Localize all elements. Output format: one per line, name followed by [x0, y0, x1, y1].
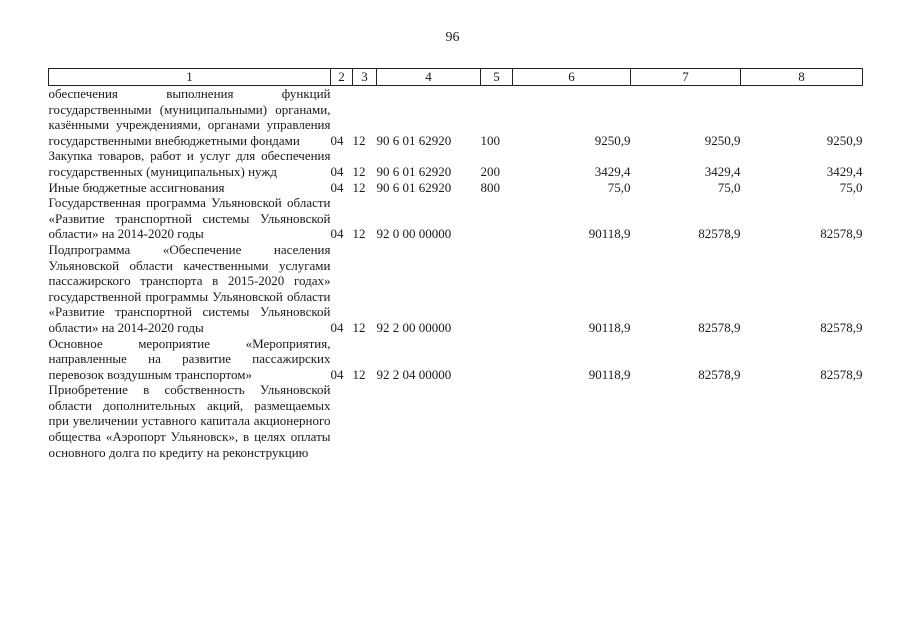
- table-row: [49, 148, 863, 179]
- section-code: 04: [330, 179, 344, 195]
- amount-col8: 82578,9: [820, 366, 863, 382]
- column-header: 2: [331, 69, 353, 86]
- target-article-code: 92 0 00 00000: [376, 226, 452, 242]
- amount-col7: [631, 382, 741, 460]
- amount-col7: 82578,9: [698, 366, 741, 382]
- amount-col8: 3429,4: [826, 163, 863, 179]
- subsection-code: 12: [352, 132, 366, 148]
- expense-type-code: 200: [480, 163, 500, 179]
- table-row: [49, 382, 863, 460]
- expense-type-code: [481, 382, 513, 460]
- section-code: [331, 382, 353, 460]
- row-name: Основное мероприятие «Мероприятия, направленные на развитие пассажирских перевозок воздушным транспортом»: [48, 335, 331, 382]
- expense-type-code: 100: [480, 132, 500, 148]
- subsection-code: 12: [352, 163, 366, 179]
- target-article-code: [377, 382, 481, 460]
- amount-col7: 82578,9: [698, 319, 741, 335]
- table-row: [49, 195, 863, 242]
- amount-col8: 9250,9: [826, 132, 863, 148]
- amount-col7: 82578,9: [698, 226, 741, 242]
- amount-col7: 3429,4: [704, 163, 741, 179]
- amount-col6: 75,0: [607, 179, 631, 195]
- column-header: 6: [513, 69, 631, 86]
- amount-col6: 90118,9: [588, 226, 631, 242]
- expense-type-code: 800: [480, 179, 500, 195]
- amount-col6: 90118,9: [588, 366, 631, 382]
- table-row: [49, 336, 863, 383]
- table-body: [49, 86, 863, 461]
- budget-table: [48, 68, 863, 460]
- column-header: 5: [481, 69, 513, 86]
- target-article-code: 90 6 01 62920: [376, 179, 452, 195]
- subsection-code: 12: [352, 366, 366, 382]
- amount-col6: 3429,4: [594, 163, 631, 179]
- amount-col7: 75,0: [717, 179, 741, 195]
- row-name: Государственная программа Ульяновской области «Развитие транспортной системы Ульяновской области» на 2014-2020 годы: [48, 195, 331, 242]
- subsection-code: 12: [352, 226, 366, 242]
- amount-col7: 9250,9: [704, 132, 741, 148]
- row-name: Иные бюджетные ассигнования: [48, 179, 225, 195]
- subsection-code: [353, 382, 377, 460]
- amount-col8: [741, 382, 863, 460]
- amount-col6: 90118,9: [588, 319, 631, 335]
- subsection-code: 12: [352, 319, 366, 335]
- table-row: [49, 242, 863, 336]
- expense-type-code: [481, 242, 513, 336]
- row-name: Закупка товаров, работ и услуг для обеспечения государственных (муниципальных) нужд: [48, 148, 331, 179]
- target-article-code: 92 2 00 00000: [376, 319, 452, 335]
- target-article-code: 92 2 04 00000: [376, 366, 452, 382]
- amount-col8: 82578,9: [820, 319, 863, 335]
- table-header: [49, 69, 863, 86]
- amount-col8: 75,0: [839, 179, 863, 195]
- target-article-code: 90 6 01 62920: [376, 132, 452, 148]
- column-header: 4: [377, 69, 481, 86]
- column-header: 3: [353, 69, 377, 86]
- expense-type-code: [481, 336, 513, 383]
- section-code: 04: [330, 132, 344, 148]
- target-article-code: 90 6 01 62920: [376, 163, 452, 179]
- amount-col6: [513, 382, 631, 460]
- section-code: 04: [330, 319, 344, 335]
- expense-type-code: [481, 195, 513, 242]
- amount-col6: 9250,9: [594, 132, 631, 148]
- table-row: [49, 180, 863, 196]
- row-name: Приобретение в собственность Ульяновской области дополнительных акций, размещаемых при увеличении уставного капитала акционерного общества «Аэропорт Ульяновск», в целях оплаты основного долга по кредиту на реконструкцию: [48, 382, 331, 460]
- row-name: обеспечения выполнения функций государственными (муниципальными) органами, казёнными учреждениями, органами управления государственными внебюджетными фондами: [48, 86, 331, 148]
- subsection-code: 12: [352, 179, 366, 195]
- section-code: 04: [330, 366, 344, 382]
- table-row: [49, 86, 863, 149]
- column-header: 8: [741, 69, 863, 86]
- row-name: Подпрограмма «Обеспечение населения Ульяновской области качественными услугами пассажирского транспорта в 2015-2020 годах» государственной программы Ульяновской области «Развитие транспортной системы Ульяновской области» на 2014-2020 годы: [48, 241, 331, 335]
- column-header: 7: [631, 69, 741, 86]
- section-code: 04: [330, 226, 344, 242]
- section-code: 04: [330, 163, 344, 179]
- amount-col8: 82578,9: [820, 226, 863, 242]
- column-header: 1: [49, 69, 331, 86]
- page-number: 96: [445, 30, 460, 45]
